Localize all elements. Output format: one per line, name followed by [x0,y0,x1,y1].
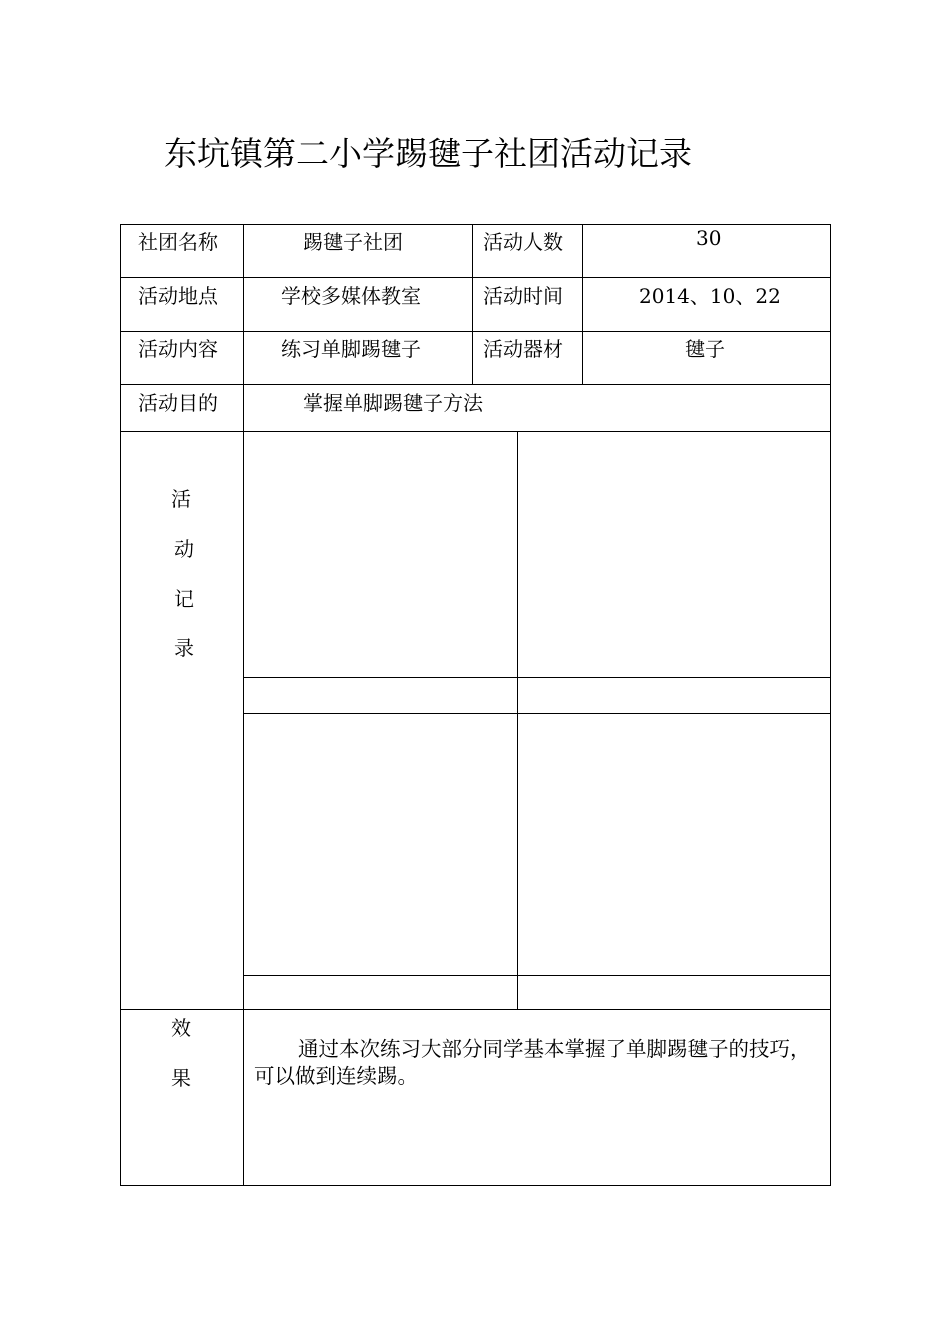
table-border-left [120,224,121,1186]
label-column-divider [243,224,244,1186]
record-label-char: 记 [174,587,194,611]
effect-label-char: 效 [171,1016,191,1040]
table-border-right [830,224,831,1186]
table-border-top [120,224,831,225]
row-divider [120,384,831,385]
time-label: 活动时间 [483,284,563,308]
row-divider [120,277,831,278]
column-divider [472,224,473,384]
location-value: 学校多媒体教室 [281,284,421,308]
content-label: 活动内容 [138,337,218,361]
club-name-value: 踢毽子社团 [303,230,403,254]
participants-label: 活动人数 [483,230,563,254]
photo-column-divider [517,431,518,1009]
record-label-char: 活 [171,487,191,511]
page-title: 东坑镇第二小学踢毽子社团活动记录 [164,134,692,173]
row-divider [120,331,831,332]
record-label-char: 动 [174,537,194,561]
column-divider [582,224,583,384]
equipment-label: 活动器材 [483,337,563,361]
time-value: 2014、10、22 [639,284,781,308]
effect-label-char: 果 [171,1066,191,1090]
row-divider [120,1009,831,1010]
photo-divider [243,713,831,714]
purpose-label: 活动目的 [138,391,218,415]
location-label: 活动地点 [138,284,218,308]
table-border-bottom [120,1185,831,1186]
photo-divider [243,975,831,976]
row-divider [120,431,831,432]
content-value: 练习单脚踢毽子 [281,337,421,361]
participants-value: 30 [696,226,722,250]
effect-text: 通过本次练习大部分同学基本掌握了单脚踢毽子的技巧，可以做到连续踢。 [254,1037,811,1088]
club-name-label: 社团名称 [138,230,218,254]
equipment-value: 毽子 [685,337,725,361]
record-label-char: 录 [174,636,194,660]
photo-divider [243,677,831,678]
purpose-value: 掌握单脚踢毽子方法 [303,391,483,415]
